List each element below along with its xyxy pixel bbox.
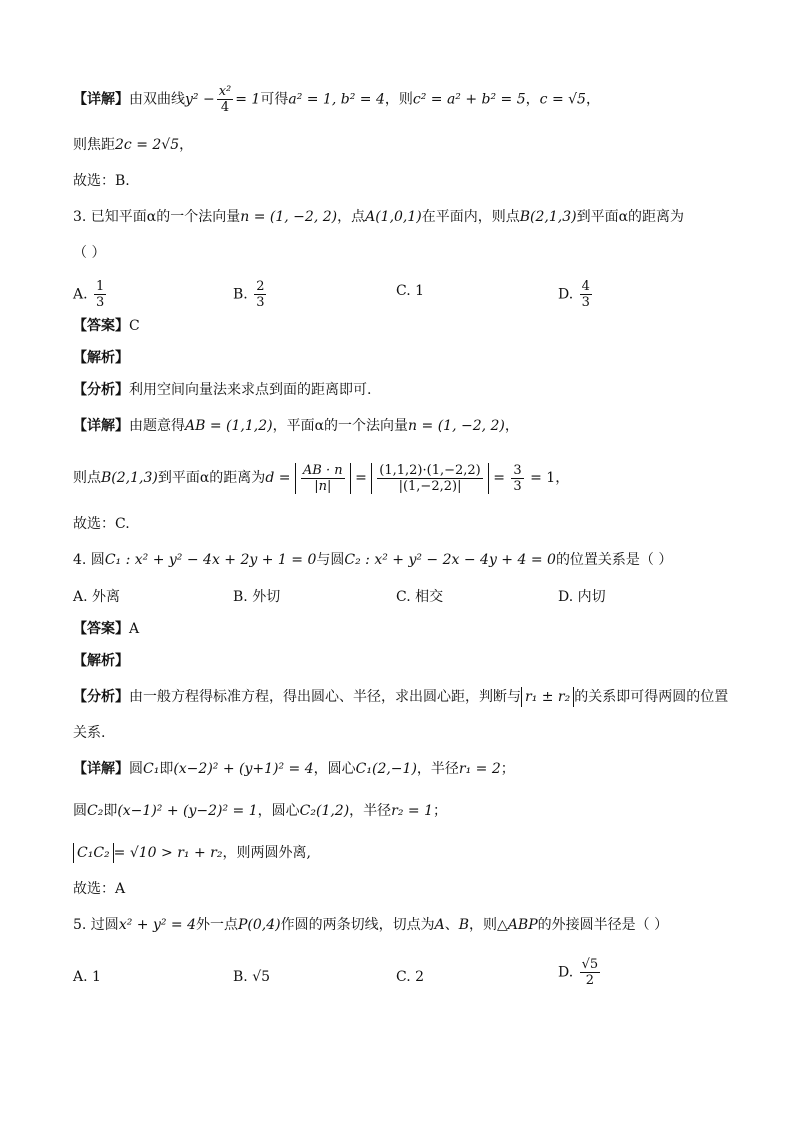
hyperbola-eq: y² − <box>185 91 215 108</box>
q4-fenxi-cont: 关系. <box>73 725 106 741</box>
q5-option-a: A. 1 <box>73 969 101 985</box>
q2-detail-line: 【详解】由双曲线y² − $\frac{\text{x²}}{4}$ = 1可得a² = 1, b² = 4，则c² = a² + b² = 5，c = √5， <box>73 84 600 115</box>
q4-answer: 【答案】A <box>73 621 140 637</box>
q5-stem: 5. 过圆x² + y² = 4外一点P(0,4)作圆的两条切线，切点为A、B，则△ABP的外接圆半径是（ ） <box>73 917 669 933</box>
q5-option-c: C. 2 <box>396 969 425 985</box>
q3-paren: （ ） <box>73 245 106 261</box>
q4-choose: 故选：A <box>73 881 126 897</box>
q3-option-a: A. $\frac{1}{3}$ <box>73 279 105 310</box>
q3-option-c: C. 1 <box>396 283 425 299</box>
q4-detail-1: 【详解】圆C₁即(x−2)² + (y+1)² = 4，圆心C₁(2,−1)，半径r₁ = 2； <box>73 761 515 777</box>
q3-fenxi: 【分析】利用空间向量法来求点到面的距离即可. <box>73 382 372 398</box>
q3-detail-1: 【详解】由题意得AB = (1,1,2)，平面α的一个法向量n = (1, −2, 2)， <box>73 418 519 434</box>
detail-tag: 【详解】 <box>73 91 129 108</box>
q3-answer: 【答案】C <box>73 318 140 334</box>
q4-option-a: A. 外离 <box>73 589 121 605</box>
focal-eq: 2c = 2√5 <box>115 137 180 153</box>
q4-detail-3: C₁C₂ = √10 > r₁ + r₂，则两圆外离, <box>73 843 311 863</box>
q5-option-d: D. $\frac{√5}{2}$ <box>558 957 599 988</box>
q2-focal-line: 则焦距2c = 2√5， <box>73 137 194 153</box>
q3-choose: 故选：C. <box>73 516 130 532</box>
fraction: $\frac{\text{x²}}{4}$ <box>218 84 232 115</box>
q3-option-b: B. $\frac{2}{3}$ <box>233 279 265 310</box>
q3-analysis-tag: 【解析】 <box>73 350 129 366</box>
q3-distance: 则点B(2,1,3)到平面α的距离为d = $\frac{AB \cdot n}{|n|}$ = $\frac{(1,1,2)\cdot(1,-2,2)}{|(1,-2,2)|}$ = $\frac{3}{3}$ = 1， <box>73 462 570 494</box>
q4-option-b: B. 外切 <box>233 589 281 605</box>
q4-fenxi: 【分析】由一般方程得标准方程，得出圆心、半径，求出圆心距，判断与 r₁ ± r₂ 的关系即可得两圆的位置 <box>73 689 729 705</box>
q4-stem: 4. 圆C₁ : x² + y² − 4x + 2y + 1 = 0与圆C₂ : x² + y² − 2x − 4y + 4 = 0的位置关系是（ ） <box>73 552 673 568</box>
q4-option-d: D. 内切 <box>558 589 606 605</box>
q4-analysis-tag: 【解析】 <box>73 653 129 669</box>
q5-option-b: B. √5 <box>233 969 271 985</box>
q4-option-c: C. 相交 <box>396 589 444 605</box>
q4-detail-2: 圆C₂即(x−1)² + (y−2)² = 1，圆心C₂(1,2)，半径r₂ = 1； <box>73 803 448 819</box>
q2-answer-line: 故选：B. <box>73 173 130 189</box>
q3-option-d: D. $\frac{4}{3}$ <box>558 279 590 310</box>
q3-stem: 3. 已知平面α的一个法向量n = (1, −2, 2)，点A(1,0,1)在平面内，则点B(2,1,3)到平面α的距离为 <box>73 209 685 225</box>
